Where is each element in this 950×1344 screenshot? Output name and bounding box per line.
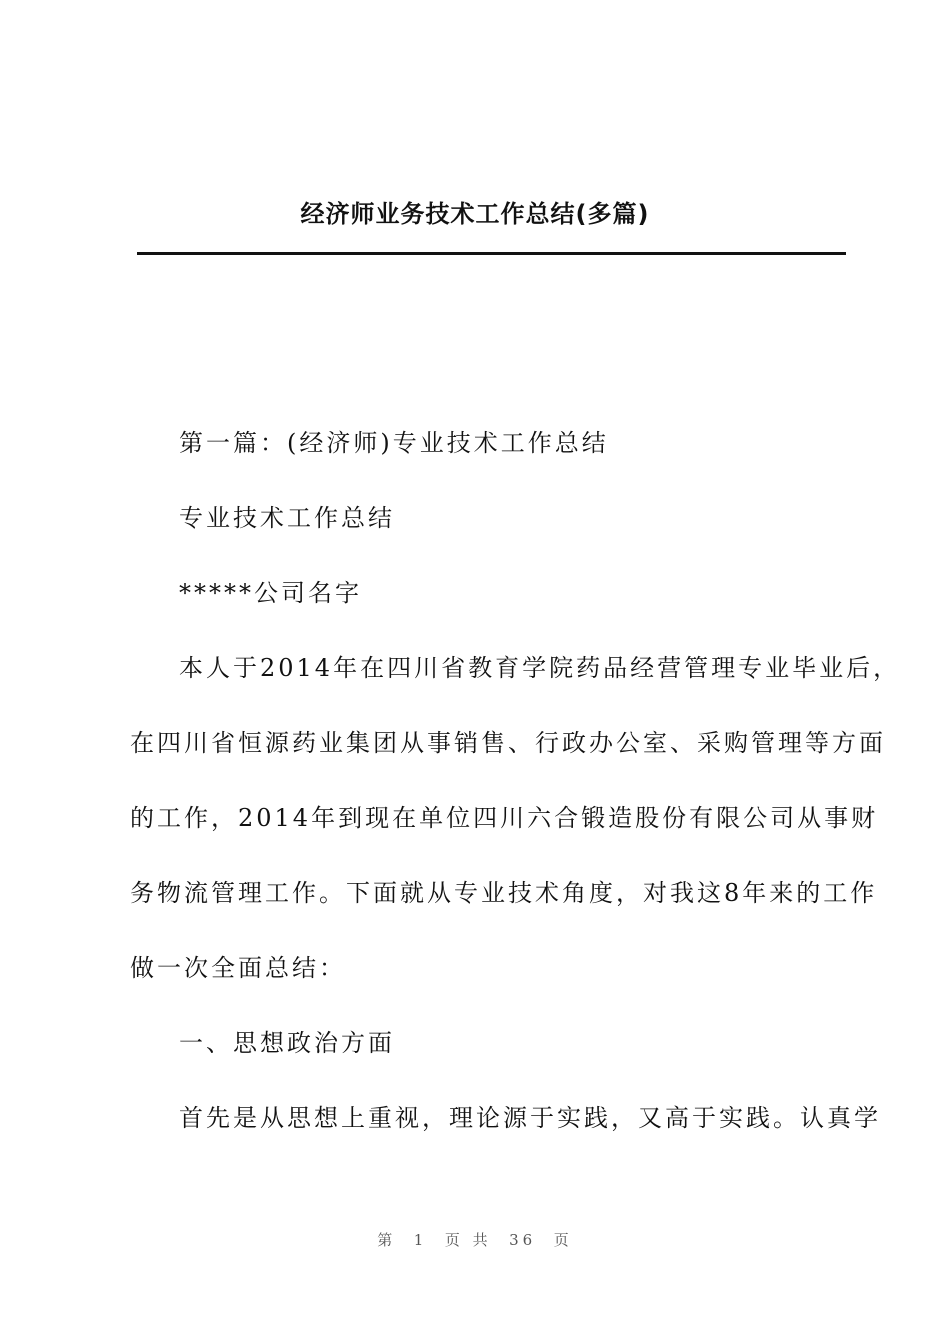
subheading: 专业技术工作总结 [179,504,395,532]
section-heading: 一、思想政治方面 [179,1029,395,1057]
document-title: 经济师业务技术工作总结(多篇) [300,200,650,228]
paragraph-line: 务物流管理工作。下面就从专业技术角度，对我这8年来的工作 [130,879,878,907]
paragraph-line: 的工作，2014年到现在单位四川六合锻造股份有限公司从事财 [130,804,879,832]
paragraph-line: 首先是从思想上重视，理论源于实践，又高于实践。认真学 [179,1104,881,1132]
section-heading: 第一篇：(经济师)专业技术工作总结 [179,429,609,457]
paragraph-line: 本人于2014年在四川省教育学院药品经营管理专业毕业后， [179,654,901,682]
page-number-footer: 第 1 页 共 36 页 [377,1231,573,1249]
paragraph-line: 在四川省恒源药业集团从事销售、行政办公室、采购管理等方面 [130,729,886,757]
title-underline [137,252,846,255]
company-name: *****公司名字 [179,579,362,607]
paragraph-line: 做一次全面总结： [130,954,346,982]
